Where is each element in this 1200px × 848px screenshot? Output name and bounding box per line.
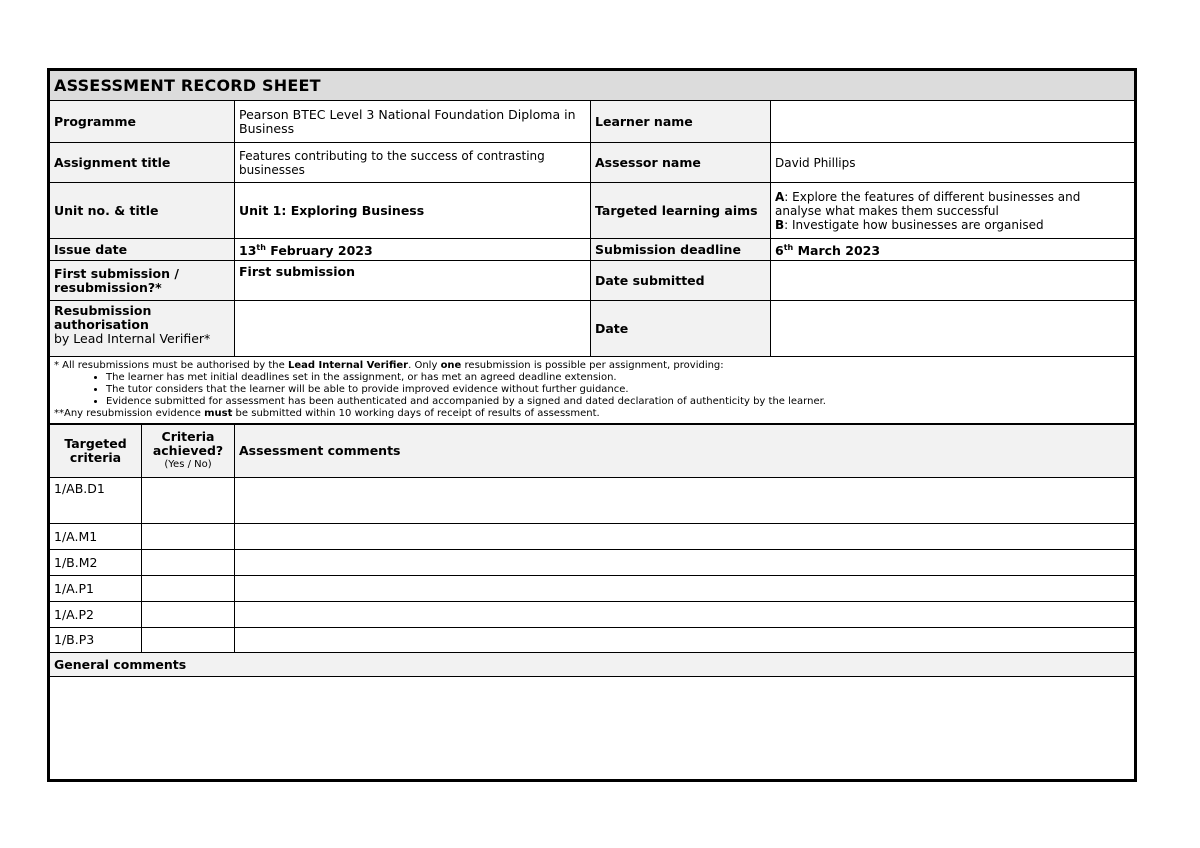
learner-name-field[interactable] (771, 101, 1135, 143)
achieved-col-header: Criteria achieved? (Yes / No) (142, 425, 235, 478)
criteria-col-header: Targeted criteria (50, 425, 142, 478)
general-comments-label: General comments (50, 653, 1135, 677)
resubmission-label-sub: by Lead Internal Verifier* (54, 331, 211, 347)
first-submission-value: First submission (235, 261, 591, 301)
general-comments-field[interactable] (50, 677, 1135, 780)
sheet-title: ASSESSMENT RECORD SHEET (50, 71, 1135, 101)
criteria-code: 1/B.M2 (50, 550, 142, 576)
criteria-code: 1/A.P2 (50, 602, 142, 628)
table-row (50, 576, 1135, 602)
achieved-field[interactable] (142, 576, 235, 602)
date-submitted-label: Date submitted (591, 261, 771, 301)
achieved-field[interactable] (142, 524, 235, 550)
record-header-table (49, 70, 1135, 424)
assessment-record-sheet (47, 68, 1137, 782)
table-row (50, 550, 1135, 576)
table-row (50, 602, 1135, 628)
criteria-code: 1/A.M1 (50, 524, 142, 550)
assignment-title-label: Assignment title (50, 143, 235, 183)
resubmission-notes: * All resubmissions must be authorised by the Lead Internal Verifier. Only one resubmission is possible per assignment, providing: • The learner has met initial deadlines set in the assignment, or has met an agreed deadline extension. • The tutor considers that the learner will be able to provide improved evidence without further guidance. • Evidence submitted for assessment has been authenticated and accompanied by a signed and dated declaration of authenticity by the learner. **Any resubmission evidence must be submitted within 10 working days of receipt of results of assessment. (50, 357, 1135, 424)
comment-field[interactable] (235, 550, 1135, 576)
issue-date-value: 13th February 2023 (235, 239, 591, 261)
comment-field[interactable] (235, 576, 1135, 602)
comment-field[interactable] (235, 602, 1135, 628)
resubmission-label-main: Resubmission authorisation (54, 303, 152, 333)
aim-b-letter: B (775, 217, 785, 232)
criteria-code: 1/A.P1 (50, 576, 142, 602)
criteria-code: 1/AB.D1 (50, 478, 142, 524)
date-field[interactable] (771, 301, 1135, 357)
notes-bullet: • The learner has met initial deadlines set in the assignment, or has met an agreed deadline extension. (106, 372, 1130, 384)
programme-value: Pearson BTEC Level 3 National Foundation Diploma in Business (235, 101, 591, 143)
notes-bullet: • The tutor considers that the learner will be able to provide improved evidence without further guidance. (106, 384, 1130, 396)
unit-value: Unit 1: Exploring Business (235, 183, 591, 239)
submission-deadline-label: Submission deadline (591, 239, 771, 261)
assessor-name-label: Assessor name (591, 143, 771, 183)
aim-a-text: : Explore the features of different businesses and analyse what makes them successful (775, 189, 1081, 218)
table-row (50, 524, 1135, 550)
criteria-table (49, 424, 1135, 780)
notes-list (54, 372, 1130, 408)
comment-field[interactable] (235, 628, 1135, 653)
assessor-name-value: David Phillips (771, 143, 1135, 183)
targeted-aims-label: Targeted learning aims (591, 183, 771, 239)
date-submitted-field[interactable] (771, 261, 1135, 301)
aim-b-text: : Investigate how businesses are organised (784, 217, 1044, 232)
unit-label: Unit no. & title (50, 183, 235, 239)
learner-name-label: Learner name (591, 101, 771, 143)
assignment-title-value: Features contributing to the success of contrasting businesses (235, 143, 591, 183)
table-row (50, 628, 1135, 653)
achieved-field[interactable] (142, 602, 235, 628)
resubmission-label (50, 301, 235, 357)
issue-date-label: Issue date (50, 239, 235, 261)
criteria-code: 1/B.P3 (50, 628, 142, 653)
comments-col-header: Assessment comments (235, 425, 1135, 478)
table-row (50, 478, 1135, 524)
first-submission-label: First submission / resubmission?* (50, 261, 235, 301)
resubmission-field[interactable] (235, 301, 591, 357)
targeted-aims-value (771, 183, 1135, 239)
achieved-field[interactable] (142, 478, 235, 524)
submission-deadline-value: 6th March 2023 (771, 239, 1135, 261)
programme-label: Programme (50, 101, 235, 143)
comment-field[interactable] (235, 478, 1135, 524)
date-label: Date (591, 301, 771, 357)
achieved-field[interactable] (142, 628, 235, 653)
notes-bullet: • Evidence submitted for assessment has been authenticated and accompanied by a signed and dated declaration of authenticity by the learner. (106, 396, 1130, 408)
achieved-field[interactable] (142, 550, 235, 576)
aim-a-letter: A (775, 189, 785, 204)
comment-field[interactable] (235, 524, 1135, 550)
